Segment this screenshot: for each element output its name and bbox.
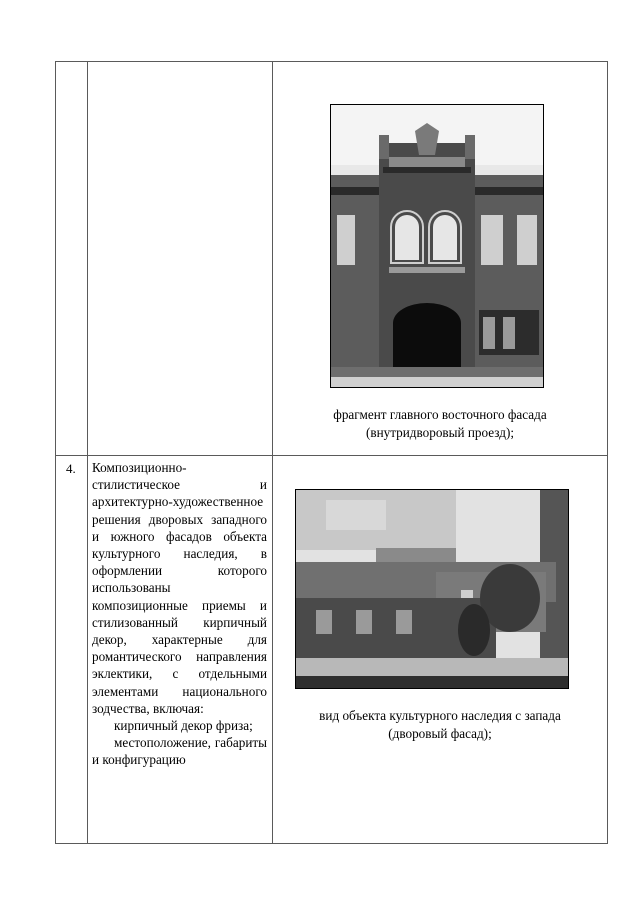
description-paragraph: кирпичный декор фриза;: [114, 718, 253, 734]
table-top-border: [55, 61, 607, 62]
row-number: 4.: [66, 461, 76, 476]
west-view-caption: [274, 707, 606, 742]
east-facade-caption: [274, 406, 606, 441]
caption-line: (внутридворовый проезд);: [365, 424, 515, 440]
column-divider-description: [272, 61, 273, 844]
column-divider-number: [87, 61, 88, 844]
caption-line: фрагмент главного восточного фасада: [333, 407, 547, 422]
row-description: [92, 459, 267, 769]
table-right-border: [607, 61, 608, 844]
west-courtyard-photo: [295, 489, 569, 689]
east-facade-fragment-photo: [330, 104, 544, 388]
caption-line: вид объекта культурного наследия с запада: [319, 708, 561, 723]
table-bottom-border: [55, 843, 607, 844]
row-divider: [55, 455, 607, 456]
description-paragraph: местоположение, габариты и конфигурацию: [92, 735, 267, 768]
caption-line: (дворовый фасад);: [388, 725, 492, 741]
west-courtyard-illustration: [296, 490, 568, 688]
description-paragraph: Композиционно-стилистическое и архитектурно-художественное решения дворовых западного и южного фасадов объекта культурного наследия, в оформлении которого использованы композиционные приемы и стилизованный кирпичный декор, характерные для романтического направления эклектики, с отдельными элементами национального зодчества, включая:: [92, 460, 267, 716]
table-left-border: [55, 61, 56, 844]
east-facade-illustration: [331, 105, 543, 387]
